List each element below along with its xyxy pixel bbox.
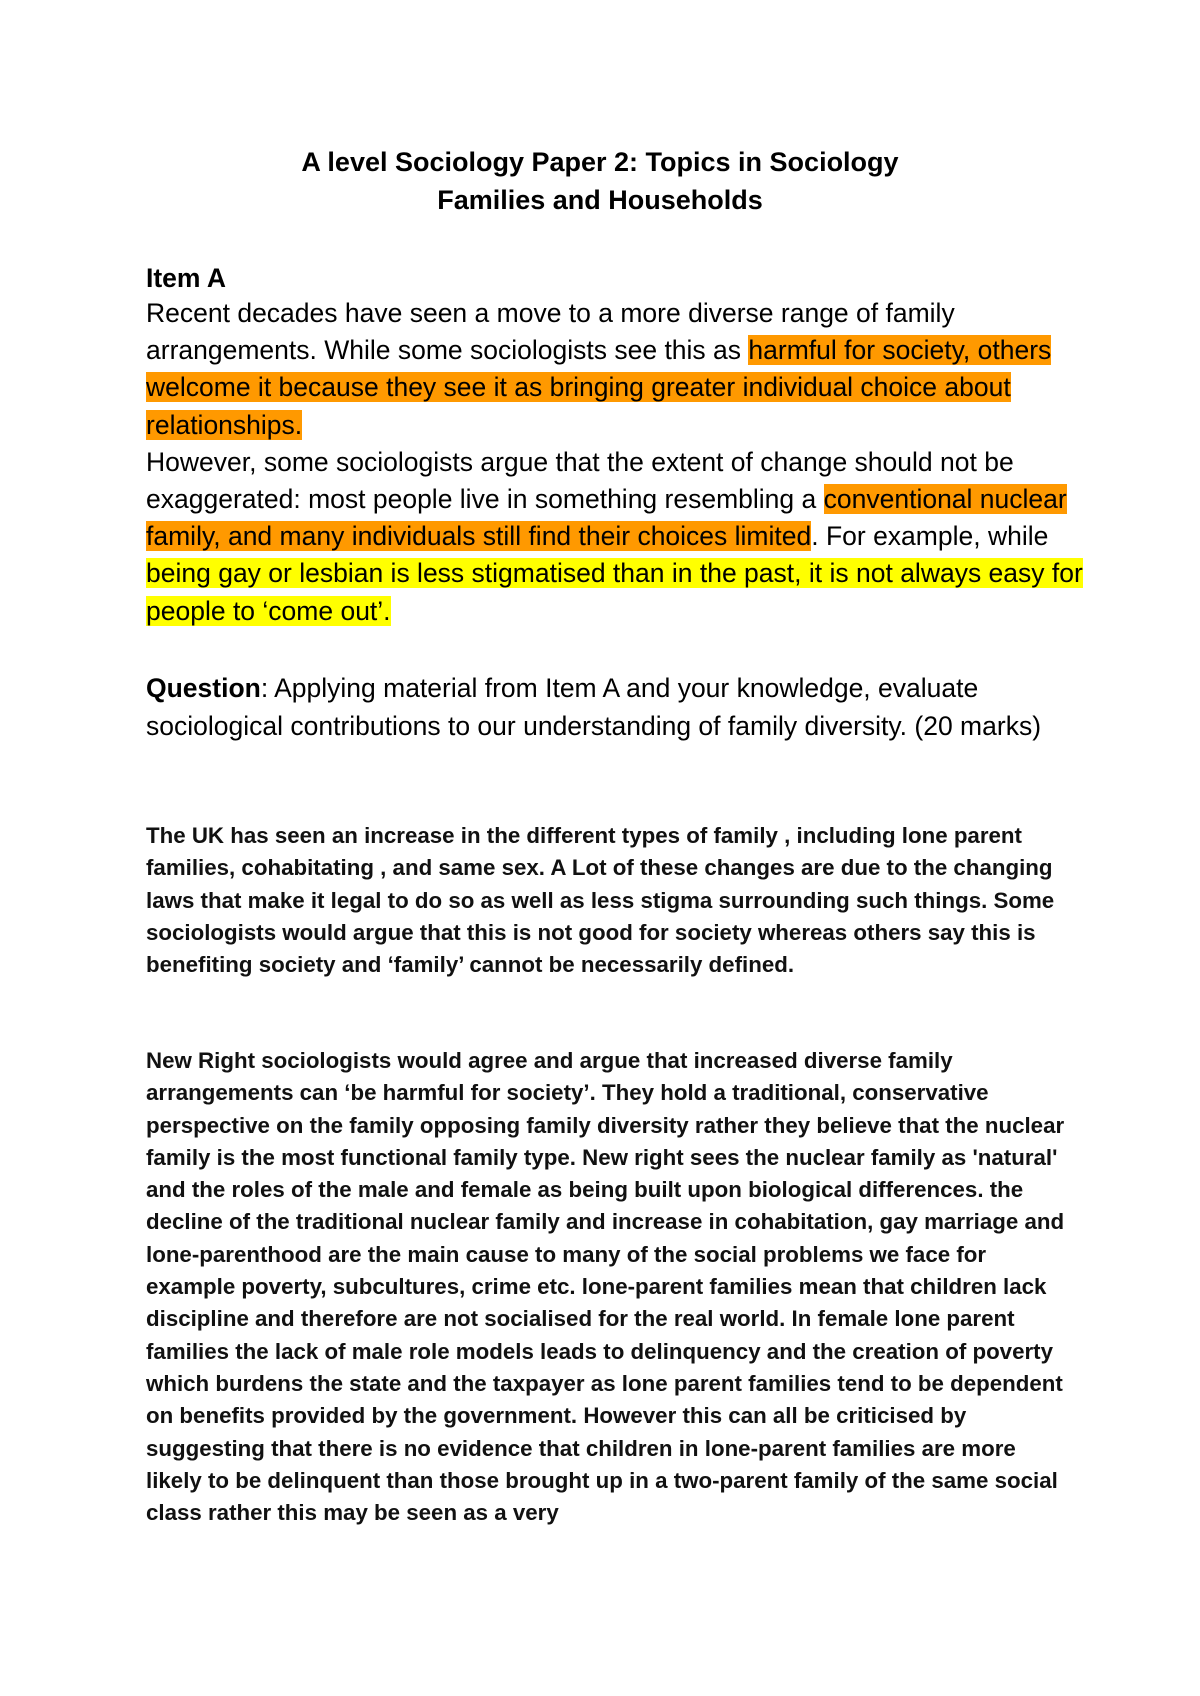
item-a-text: . For example, while xyxy=(811,521,1049,552)
item-a-text: Recent decades have seen a move to a more diverse range of family arrangements. While some sociologists see this as xyxy=(146,298,955,366)
item-a-paragraph-1 xyxy=(146,295,1086,444)
document-subtitle: Families and Households xyxy=(437,185,763,215)
yellow-highlight: being gay or lesbian is less stigmatised than in the past, it is not always easy for people to ‘come out’. xyxy=(146,558,1083,626)
orange-highlight: conventional nuclear family, and many individuals still find their choices limited xyxy=(146,484,1067,552)
answer-paragraph-1: The UK has seen an increase in the different types of family , including lone parent families, cohabitating , and same sex. A Lot of these changes are due to the changing laws that make it legal to do so as well as less stigma surrounding such things. Some sociologists would argue that this is not good for society whereas others say this is benefiting society and ‘family’ cannot be necessarily defined. xyxy=(146,823,1055,978)
question-block xyxy=(146,670,1076,745)
answer-paragraph-2: New Right sociologists would agree and argue that increased diverse family arrangements can ‘be harmful for society’. They hold a traditional, conservative perspective on the family opposing family diversity rather they believe that the nuclear family is the most functional family type. New right sees the nuclear family as 'natural' and the roles of the male and female as being built upon biological differences. the decline of the traditional nuclear family and increase in cohabitation, gay marriage and lone-parenthood are the main cause to many of the social problems we face for example poverty, subcultures, crime etc. lone-parent families mean that children lack discipline and therefore are not socialised for the real world. In female lone parent families the lack of male role models leads to delinquency and the creation of poverty which burdens the state and the taxpayer as lone parent families tend to be dependent on benefits provided by the government. However this can all be criticised by suggesting that there is no evidence that children in lone-parent families are more likely to be delinquent than those brought up in a two-parent family of the same social class rather this may be seen as a very xyxy=(146,1048,1065,1526)
item-a-paragraph-2 xyxy=(146,444,1086,630)
question-label: Question xyxy=(146,673,261,703)
orange-highlight: harmful for society, others welcome it because they see it as bringing greater individual choice about relationships. xyxy=(146,335,1052,440)
document-title: A level Sociology Paper 2: Topics in Sociology xyxy=(301,147,899,177)
item-a-body xyxy=(146,295,1086,630)
question-text: : Applying material from Item A and your knowledge, evaluate sociological contributions to our understanding of family diversity. (20 marks) xyxy=(146,673,1042,741)
item-a-heading: Item A xyxy=(146,263,227,293)
item-a-text: However, some sociologists argue that the extent of change should not be exaggerated: most people live in something resembling a xyxy=(146,446,1014,515)
